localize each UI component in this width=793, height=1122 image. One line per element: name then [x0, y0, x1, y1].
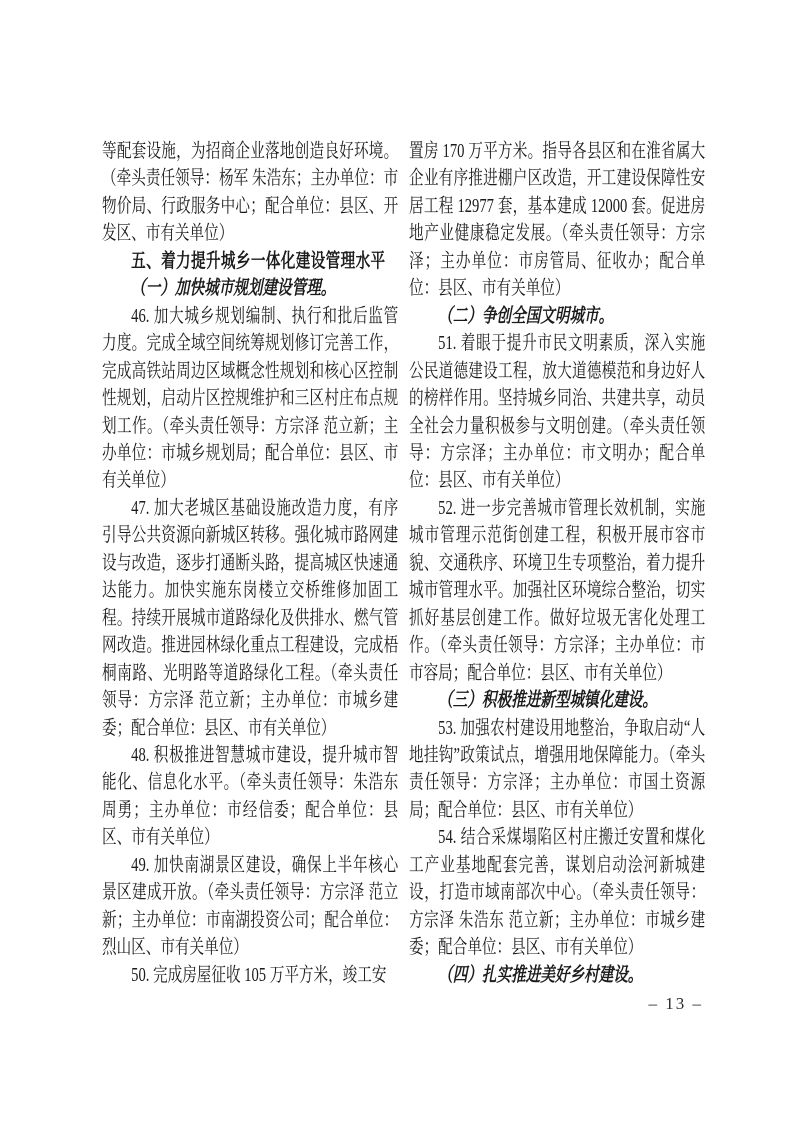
- item-50-continuation: 置房 170 万平方米。指导各县区和在淮省属大企业有序推进棚户区改造，开工建设保障性安居工程 12977 套，基本建成 12000 套。促进房地产业健康稳定发展。（牵头责任领导：方宗泽；主办单位：市房管局、征收办；配合单位：县区、市有关单位）: [409, 141, 706, 300]
- page-number: – 13 –: [648, 994, 703, 1013]
- item-54: 54. 结合采煤塌陷区村庄搬迁安置和煤化工产业基地配套完善，谋划启动浍河新城建设，打造市域南部次中心。（牵头责任领导：方宗泽 朱浩东 范立新；主办单位：市城乡建委；配合单位：县区、市有关单位）: [409, 827, 706, 959]
- subsection-heading-1: （一）加快城市规划建设管理。: [131, 278, 336, 300]
- item-49: 49. 加快南湖景区建设，确保上半年核心景区建成开放。（牵头责任领导：方宗泽 范立新；主办单位：市南湖投资公司；配合单位：烈山区、市有关单位）: [102, 854, 399, 959]
- subsection-heading-4: （四）扎实推进美好乡村建设。: [438, 964, 643, 986]
- subsection-heading-3: （三）积极推进新型城镇化建设。: [438, 690, 657, 712]
- item-51: 51. 着眼于提升市民文明素质，深入实施公民道德建设工程，放大道德模范和身边好人的榜样作用。坚持城乡同治、共建共享，动员全社会力量积极参与文明创建。（牵头责任领导：方宗泽；主办单位：市文明办；配合单位：县区、市有关单位）: [409, 333, 706, 492]
- item-48: 48. 积极推进智慧城市建设，提升城市智能化、信息化水平。（牵头责任领导：朱浩东 周勇；主办单位：市经信委；配合单位：县区、市有关单位）: [102, 744, 399, 849]
- left-column: [102, 138, 398, 989]
- item-47: 47. 加大老城区基础设施改造力度，有序引导公共资源向新城区转移。强化城市路网建设与改造，逐步打通断头路，提高城区快速通达能力。加快实施东岗楼立交桥维修加固工程。持续开展城市道路绿化及供排水、燃气管网改造。推进园林绿化重点工程建设，完成梧桐南路、光明路等道路绿化工程。（牵头责任领导：方宗泽 范立新；主办单位：市城乡建委；配合单位：县区、市有关单位）: [102, 497, 399, 739]
- item-53: 53. 加强农村建设用地整治，争取启动“人地挂钩”政策试点，增强用地保障能力。（牵头责任领导：方宗泽；主办单位：市国土资源局；配合单位：县区、市有关单位）: [409, 717, 706, 821]
- right-column: [409, 138, 705, 989]
- section-heading-5: 五、着力提升城乡一体化建设管理水平: [131, 249, 386, 272]
- item-46: 46. 加大城乡规划编制、执行和批后监管力度。完成全域空间统筹规划修订完善工作，完成高铁站周边区域概念性规划和核心区控制性规划，启动片区控规维护和三区村庄布点规划工作。（牵头责任领导：方宗泽 范立新；主办单位：市城乡规划局；配合单位：县区、市有关单位）: [102, 305, 399, 492]
- item-52: 52. 进一步完善城市管理长效机制，实施城市管理示范街创建工程，积极开展市容市貌、交通秩序、环境卫生专项整治，着力提升城市管理水平。加强社区环境综合整治，切实抓好基层创建工作。做好垃圾无害化处理工作。（牵头责任领导：方宗泽；主办单位：市市容局；配合单位：县区、市有关单位）: [409, 497, 706, 684]
- subsection-heading-2: （二）争创全国文明城市。: [438, 305, 614, 327]
- paragraph-continuation: 等配套设施，为招商企业落地创造良好环境。（牵头责任领导：杨军 朱浩东；主办单位：市物价局、行政服务中心；配合单位：县区、开发区、市有关单位）: [102, 141, 399, 245]
- item-50-start: 50. 完成房屋征收 105 万平方米，竣工安: [131, 964, 387, 986]
